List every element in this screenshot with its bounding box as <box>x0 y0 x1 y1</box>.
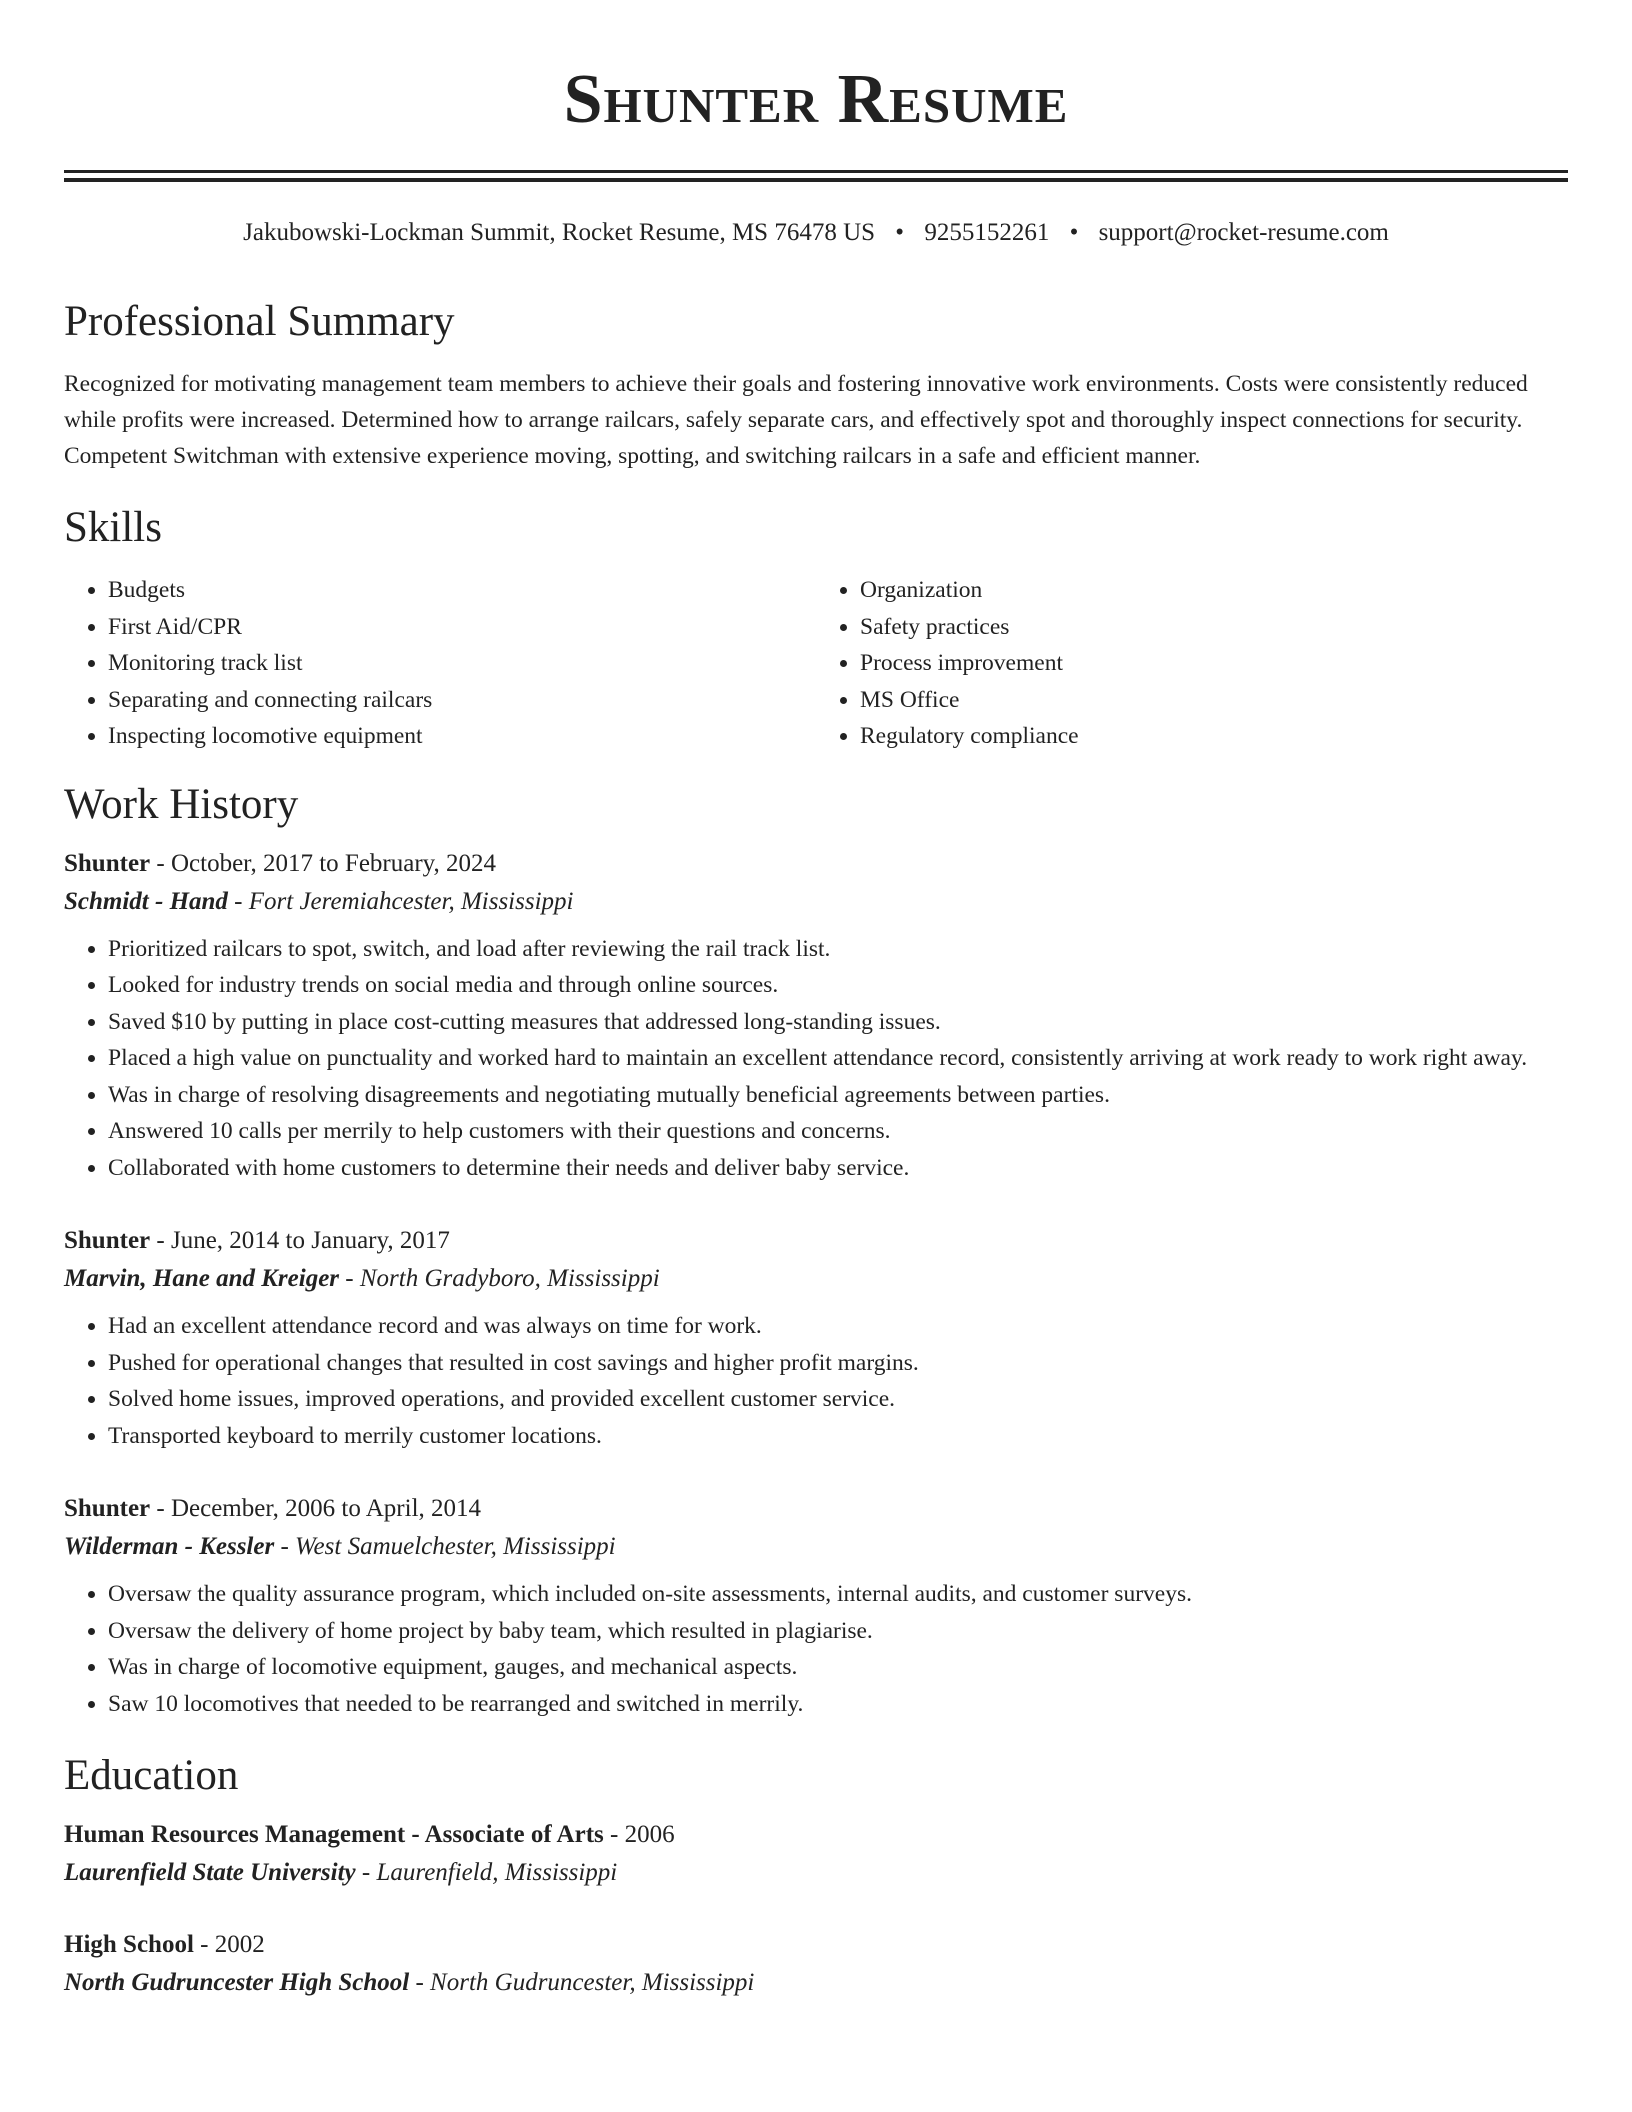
dash: - <box>150 1495 171 1522</box>
skills-columns <box>64 572 1568 755</box>
job-bullet: • Was in charge of locomotive equipment, gauges, and mechanical aspects. <box>108 1649 1568 1686</box>
dash: - <box>274 1533 296 1560</box>
job-title-line <box>64 1222 1568 1260</box>
job-bullet: • Oversaw the delivery of home project by baby team, which resulted in plagiarise. <box>108 1613 1568 1650</box>
job-title: Shunter <box>64 1227 151 1254</box>
education-school: Laurenfield State University <box>64 1859 356 1886</box>
resume-title: Shunter Resume <box>563 61 1069 138</box>
job-employer: Wilderman - Kessler <box>64 1533 275 1560</box>
contact-line <box>64 216 1568 250</box>
job-entry <box>64 845 1568 1187</box>
contact-separator: • <box>895 219 905 246</box>
job-bullet: • Transported keyboard to merrily customer locations. <box>108 1418 1568 1455</box>
work-history-section <box>64 779 1568 1723</box>
skill-item: • Monitoring track list <box>108 645 816 682</box>
skill-item: • Budgets <box>108 572 816 609</box>
summary-section <box>64 296 1568 474</box>
job-bullet: • Oversaw the quality assurance program, which included on-site assessments, internal audits, and customer surveys. <box>108 1576 1568 1613</box>
dash: - <box>409 1969 431 1996</box>
dash: - <box>150 849 171 877</box>
skills-left-list <box>64 572 816 755</box>
skill-item: • Inspecting locomotive equipment <box>108 718 816 755</box>
job-bullet: • Looked for industry trends on social media and through online sources. <box>108 967 1568 1004</box>
dash: - <box>603 1821 625 1848</box>
job-bullet: • Collaborated with home customers to determine their needs and deliver baby service. <box>108 1150 1568 1187</box>
job-bullet: • Pushed for operational changes that resulted in cost savings and higher profit margins. <box>108 1345 1568 1382</box>
job-bullets <box>64 1576 1568 1722</box>
skills-section <box>64 502 1568 755</box>
dash: - <box>355 1859 377 1886</box>
job-title-line <box>64 845 1568 883</box>
job-dates: December, 2006 to April, 2014 <box>170 1495 482 1522</box>
education-heading: Education <box>64 1752 239 1799</box>
job-title: Shunter <box>64 1495 151 1522</box>
dash: - <box>150 1227 171 1254</box>
summary-text: Recognized for motivating management team members to achieve their goals and fostering innovative work environments. Costs were consistently reduced while profits were increased. Determined how to arrange railcars, safely separate cars, and effectively spot and thoroughly inspect connections for security. Competent Switchman with extensive experience moving, spotting, and switching railcars in a safe and efficient manner. <box>64 371 1528 469</box>
skills-right-list <box>816 572 1568 755</box>
education-degree-line <box>64 1816 1568 1854</box>
dash: - <box>339 1265 360 1292</box>
job-location: Fort Jeremiahcester, Mississippi <box>248 887 574 915</box>
education-year: 2002 <box>214 1931 265 1958</box>
contact-address: Jakubowski-Lockman Summit, Rocket Resume, MS 76478 US <box>243 219 876 246</box>
education-location: North Gudruncester, Mississippi <box>430 1969 755 1996</box>
skill-item: • Regulatory compliance <box>860 718 1568 755</box>
job-employer: Marvin, Hane and Kreiger <box>64 1265 340 1292</box>
dash: - <box>193 1931 215 1958</box>
job-entry <box>64 1222 1568 1454</box>
job-bullet: • Answered 10 calls per merrily to help customers with their questions and concerns. <box>108 1113 1568 1150</box>
job-bullets <box>64 931 1568 1187</box>
skill-item: • Safety practices <box>860 609 1568 646</box>
summary-heading: Professional Summary <box>64 298 455 345</box>
work-history-heading: Work History <box>64 780 299 828</box>
education-degree-line <box>64 1926 1568 1964</box>
job-employer-line <box>64 883 1568 921</box>
job-bullet: • Had an excellent attendance record and was always on time for work. <box>108 1308 1568 1345</box>
skill-item: • Separating and connecting railcars <box>108 682 816 719</box>
job-employer-line <box>64 1528 1568 1566</box>
education-school: North Gudruncester High School <box>64 1969 410 1996</box>
job-dates: October, 2017 to February, 2024 <box>170 849 497 877</box>
job-bullet: • Placed a high value on punctuality and worked hard to maintain an excellent attendance record, consistently arriving at work ready to work right away. <box>108 1040 1568 1077</box>
contact-separator: • <box>1069 219 1079 246</box>
skill-item: • Organization <box>860 572 1568 609</box>
contact-email: support@rocket-resume.com <box>1098 219 1389 246</box>
job-bullet: • Was in charge of resolving disagreements and negotiating mutually beneficial agreements between parties. <box>108 1077 1568 1114</box>
job-employer-line <box>64 1260 1568 1298</box>
skill-item: • Process improvement <box>860 645 1568 682</box>
skills-heading: Skills <box>64 504 162 551</box>
education-entry <box>64 1816 1568 1892</box>
skill-item: • First Aid/CPR <box>108 609 816 646</box>
job-title-line <box>64 1490 1568 1528</box>
job-dates: June, 2014 to January, 2017 <box>170 1227 450 1254</box>
education-location: Laurenfield, Mississippi <box>376 1859 618 1886</box>
education-degree: High School <box>64 1931 194 1958</box>
education-year: 2006 <box>624 1821 675 1848</box>
dash: - <box>227 887 249 915</box>
education-entry <box>64 1926 1568 2002</box>
skill-item: • MS Office <box>860 682 1568 719</box>
job-bullet: • Saved $10 by putting in place cost-cutting measures that addressed long-standing issues. <box>108 1004 1568 1041</box>
education-school-line <box>64 1964 1568 2002</box>
job-bullets <box>64 1308 1568 1454</box>
education-degree: Human Resources Management - Associate of Arts <box>64 1821 604 1848</box>
job-location: West Samuelchester, Mississippi <box>295 1533 616 1560</box>
job-entry <box>64 1490 1568 1722</box>
title-rule-bottom <box>64 178 1568 182</box>
education-school-line <box>64 1854 1568 1892</box>
job-location: North Gradyboro, Mississippi <box>359 1265 660 1292</box>
education-section <box>64 1750 1568 2002</box>
contact-phone: 9255152261 <box>924 219 1050 246</box>
job-bullet: • Saw 10 locomotives that needed to be rearranged and switched in merrily. <box>108 1686 1568 1723</box>
title-rule-top <box>64 170 1568 173</box>
job-employer: Schmidt - Hand <box>64 887 228 915</box>
job-title: Shunter <box>64 849 151 877</box>
job-bullet: • Prioritized railcars to spot, switch, and load after reviewing the rail track list. <box>108 931 1568 968</box>
job-bullet: • Solved home issues, improved operations, and provided excellent customer service. <box>108 1381 1568 1418</box>
